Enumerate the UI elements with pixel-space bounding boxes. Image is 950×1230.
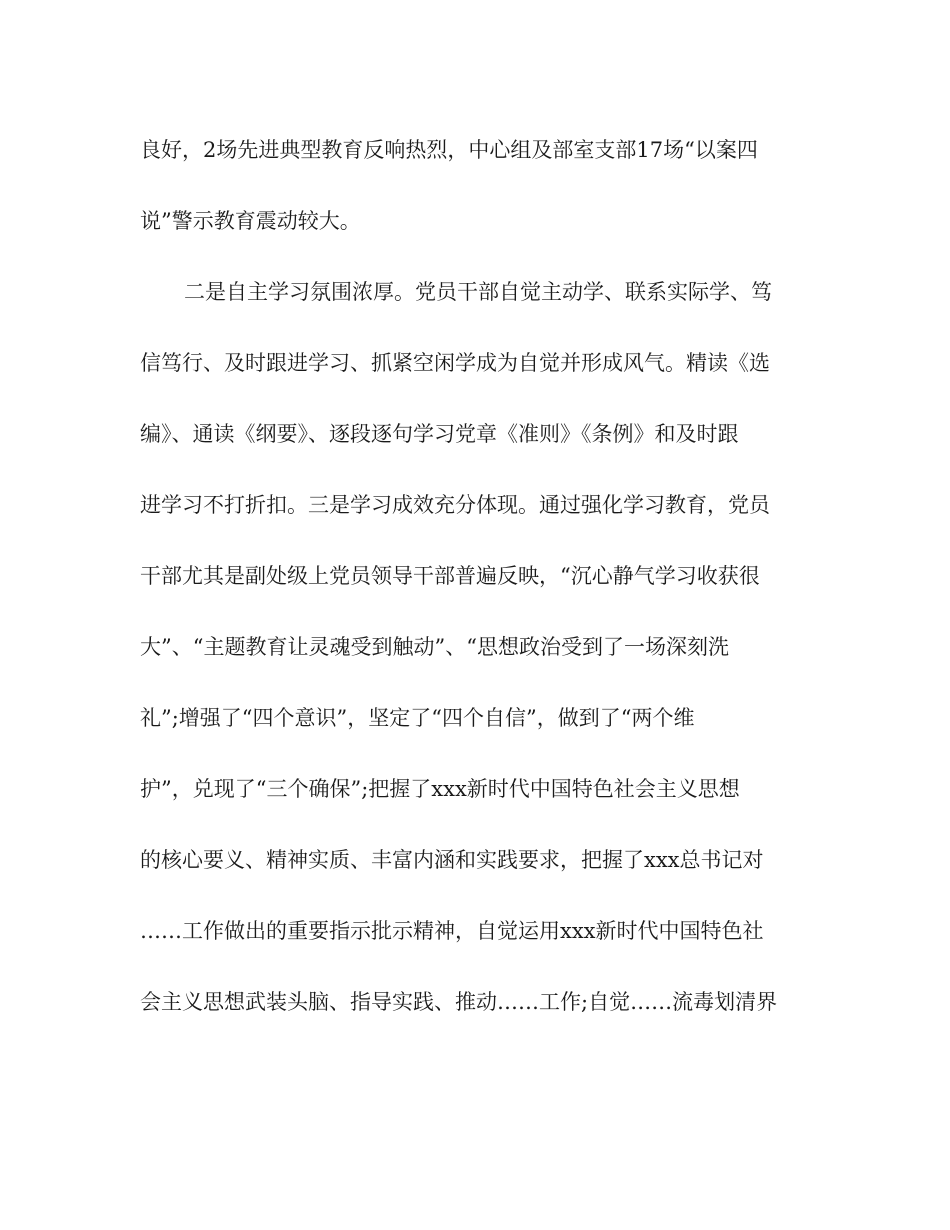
paragraph-start-line: 二是自主学习氛围浓厚。党员干部自觉主动学、联系实际学、笃 [184,280,772,304]
text-line: 大”、“主题教育让灵魂受到触动”、“思想政治受到了一场深刻洗 [140,635,729,659]
text-line: 编》、通读《纲要》、逐段逐句学习党章《准则》《条例》和及时跟 [140,422,739,446]
text-line: 礼”;增强了“四个意识”，坚定了“四个自信”，做到了“两个维 [140,706,695,730]
text-line: 的核心要义、精神实质、丰富内涵和实践要求，把握了xxx总书记对 [140,848,764,872]
text-line: 会主义思想武装头脑、指导实践、推动……工作;自觉……流毒划清界 [140,990,778,1014]
text-line: 护”，兑现了“三个确保”;把握了xxx新时代中国特色社会主义思想 [140,777,740,801]
text-line: 信笃行、及时跟进学习、抓紧空闲学成为自觉并形成风气。精读《选 [140,351,770,375]
text-line: 干部尤其是副处级上党员领导干部普遍反映，“沉心静气学习收获很 [140,564,760,588]
text-line: 良好，2场先进典型教育反响热烈，中心组及部室支部17场“以案四 [140,138,758,162]
text-line: ……工作做出的重要指示批示精神，自觉运用xxx新时代中国特色社 [140,919,764,943]
text-line: 进学习不打折扣。三是学习成效充分体现。通过强化学习教育，党员 [140,493,770,517]
text-line: 说”警示教育震动较大。 [140,209,361,233]
